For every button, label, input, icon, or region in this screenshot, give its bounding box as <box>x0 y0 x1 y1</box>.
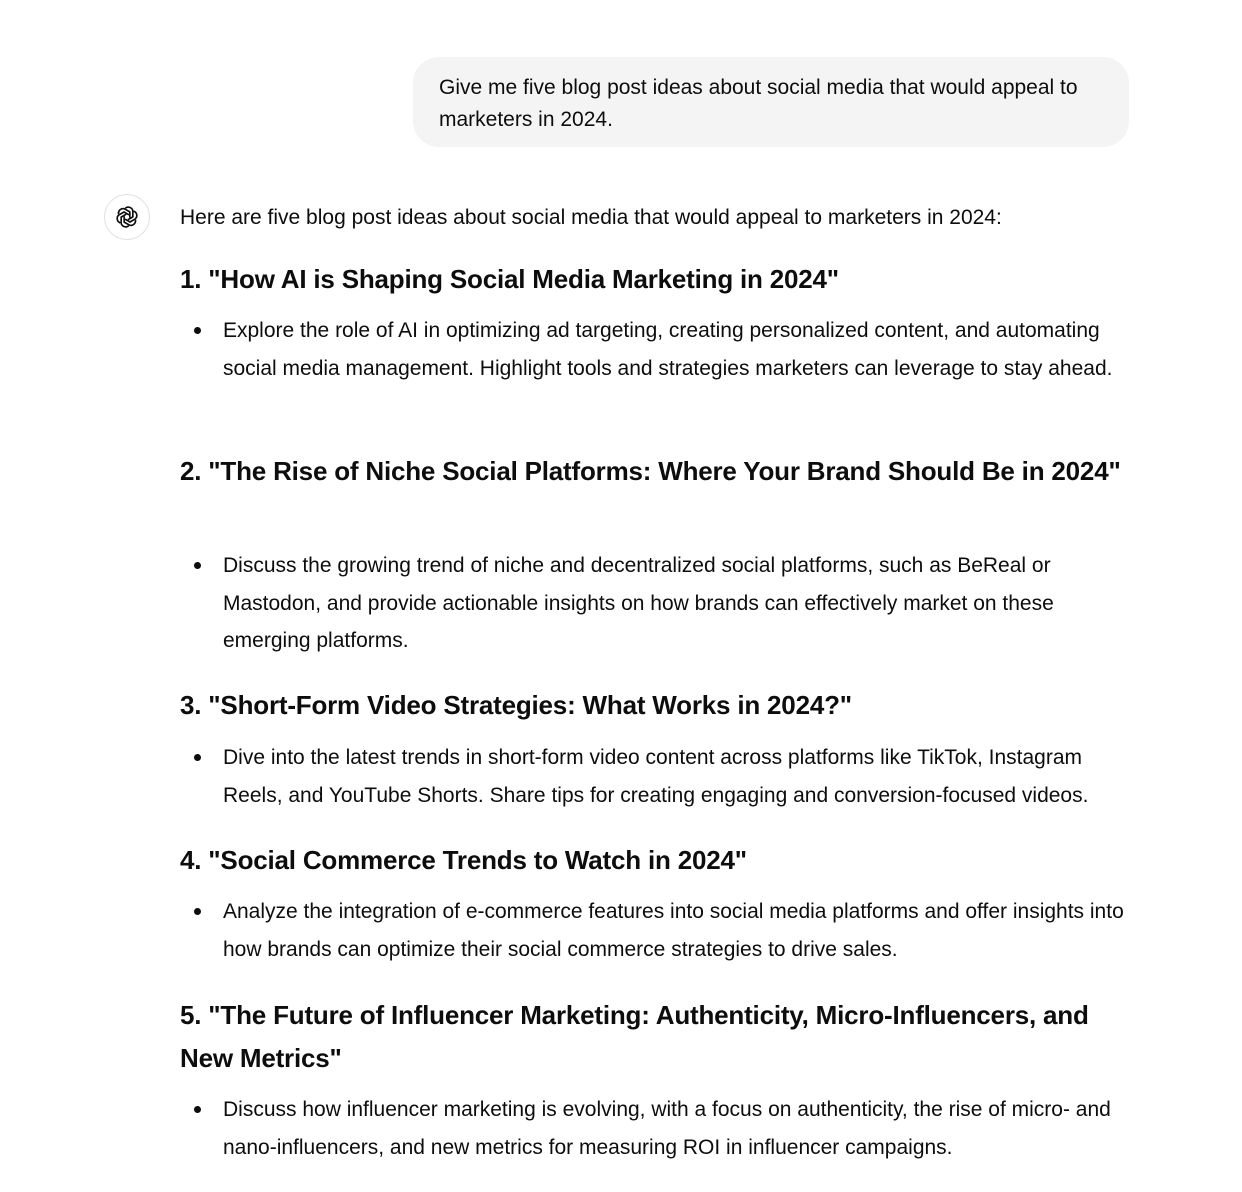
user-message-text: Give me five blog post ideas about social media that would appeal to marketers in 2024. <box>439 76 1078 131</box>
bullet-dot <box>194 754 201 761</box>
user-message-bubble <box>413 57 1129 147</box>
idea-bullet-2 <box>223 547 1128 660</box>
idea-heading-1: 1. "How AI is Shaping Social Media Marketing in 2024" <box>180 264 839 294</box>
bullet-dot <box>194 327 201 334</box>
idea-bullet-text-3: Dive into the latest trends in short-form video content across platforms like TikTok, Instagram Reels, and YouTube Shorts. Share tips for creating engaging and conversion-focused videos. <box>223 746 1089 807</box>
idea-bullet-text-2: Discuss the growing trend of niche and decentralized social platforms, such as BeReal or Mastodon, and provide actionable insights on how brands can effectively market on these emerging platforms. <box>223 554 1054 652</box>
idea-heading-2: 2. "The Rise of Niche Social Platforms: Where Your Brand Should Be in 2024" <box>180 456 1121 486</box>
bullet-dot <box>194 908 201 915</box>
bullet-dot <box>194 1106 201 1113</box>
idea-bullet-text-4: Analyze the integration of e-commerce features into social media platforms and offer insights into how brands can optimize their social commerce strategies to drive sales. <box>223 900 1124 961</box>
assistant-avatar <box>104 194 150 240</box>
idea-bullet-4 <box>223 893 1128 968</box>
bullet-dot <box>194 562 201 569</box>
assistant-intro: Here are five blog post ideas about social media that would appeal to marketers in 2024: <box>180 206 1002 229</box>
idea-heading-3: 3. "Short-Form Video Strategies: What Works in 2024?" <box>180 690 852 720</box>
idea-bullet-text-1: Explore the role of AI in optimizing ad targeting, creating personalized content, and automating social media management. Highlight tools and strategies marketers can leverage to stay ahead. <box>223 319 1113 380</box>
idea-bullet-5 <box>223 1091 1128 1166</box>
idea-bullet-3 <box>223 739 1128 814</box>
idea-bullet-1 <box>223 312 1128 387</box>
openai-logo-icon <box>113 203 141 231</box>
idea-bullet-text-5: Discuss how influencer marketing is evolving, with a focus on authenticity, the rise of micro- and nano-influencers, and new metrics for measuring ROI in influencer campaigns. <box>223 1098 1111 1159</box>
idea-heading-5: 5. "The Future of Influencer Marketing: Authenticity, Micro-Influencers, and New Metrics" <box>180 1000 1089 1073</box>
idea-heading-4: 4. "Social Commerce Trends to Watch in 2024" <box>180 845 747 875</box>
